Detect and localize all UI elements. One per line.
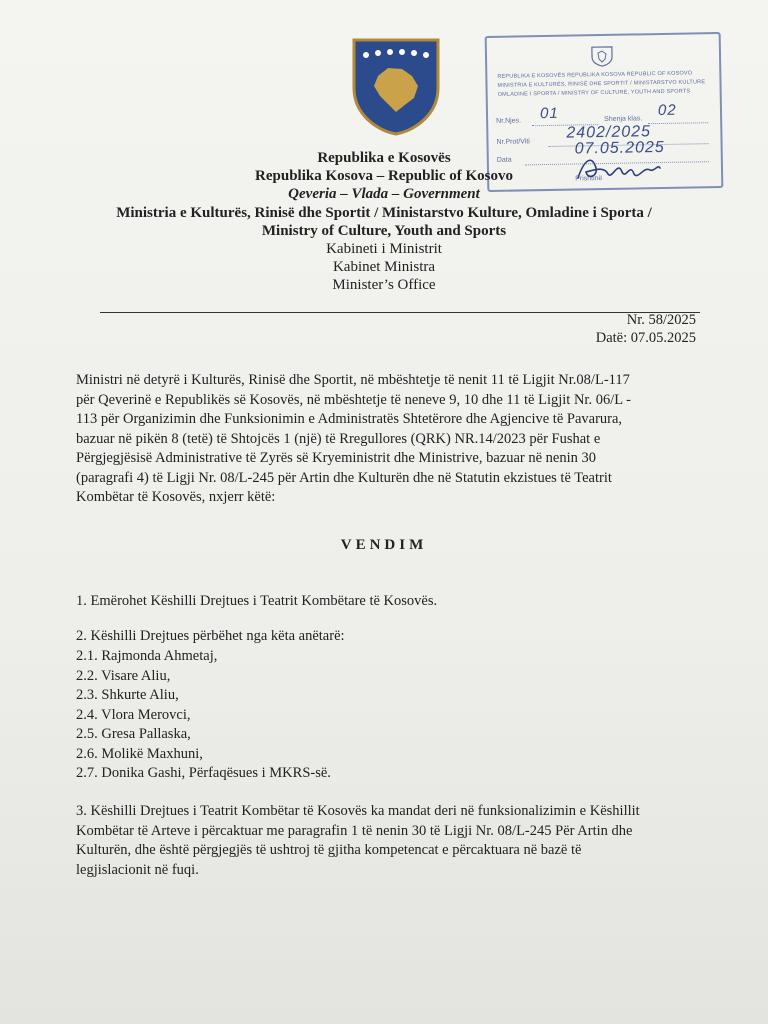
stamp-value-data: 07.05.2025 (574, 138, 665, 158)
member-item: 2.5. Gresa Pallaska, (76, 726, 191, 742)
item-3-line: 3. Këshilli Drejtues i Teatrit Kombëtar të Kosovës ka mandat deri në funksionalizimin e Këshillit (76, 803, 640, 819)
stamp-label-njes: Nr.Njes. (496, 117, 522, 125)
item-1: 1. Emërohet Këshilli Drejtues i Teatrit Kombëtare të Kosovës. (76, 593, 438, 609)
member-item: 2.7. Donika Gashi, Përfaqësues i MKRS-së. (76, 765, 331, 781)
decision-title: VENDIM (340, 537, 428, 553)
document-number: Nr. 58/2025 (626, 312, 696, 328)
preamble-line: Kombëtar të Kosovës, nxjerr këtë: (76, 489, 276, 505)
header-office-sr: Kabinet Ministra (332, 259, 436, 275)
stamp-value-prot: 2402/2025 (566, 123, 652, 142)
member-item: 2.6. Molikë Maxhuni, (76, 746, 203, 762)
header-republic-sq: Republika e Kosovës (317, 150, 451, 166)
document-date: Datë: 07.05.2025 (595, 330, 696, 346)
item-3 (76, 802, 696, 880)
header-divider (100, 312, 700, 313)
stamp-line-1: REPUBLIKA E KOSOVËS REPUBLIKA KOSOVA REPUBLIC OF KOSOVO (497, 70, 693, 80)
stamp-crest-icon (590, 45, 614, 67)
preamble (76, 371, 696, 508)
header-office-en: Minister’s Office (332, 277, 436, 293)
item-2: 2. Këshilli Drejtues përbëhet nga këta anëtarë: (76, 628, 345, 644)
header-office-sq: Kabineti i Ministrit (326, 241, 442, 257)
item-3-line: Kulturën, dhe është përgjegjës të ushtroj të gjitha kompetencat e përcaktuara në bazë të (76, 842, 582, 858)
member-item: 2.4. Vlora Merovci, (76, 707, 191, 723)
stamp-label-data: Data (496, 156, 512, 164)
preamble-line: Ministri në detyrë i Kulturës, Rinisë dhe Sportit, në mbështetje të nenit 11 të Ligjit Nr.08/L-117 (76, 372, 630, 388)
stamp-label-prot: Nr.Prot/Viti (496, 138, 530, 146)
header-ministry-line-1: Ministria e Kulturës, Rinisë dhe Sportit / Ministarstvo Kulture, Omladine i Sporta / (116, 205, 652, 221)
header-republic-sr-en: Republika Kosova – Republic of Kosovo (255, 168, 513, 184)
item-3-line: Kombëtar të Arteve i përcaktuar me paragrafin 1 të nenin 30 të Ligji Nr. 08/L-245 Për Artin dhe (76, 822, 633, 839)
member-item: 2.3. Shkurte Aliu, (76, 687, 179, 703)
stamp-label-place: Prishtinë (575, 175, 603, 183)
member-item: 2.2. Visare Aliu, (76, 668, 171, 684)
header-ministry-line-2: Ministry of Culture, Youth and Sports (261, 223, 507, 239)
member-item: 2.1. Rajmonda Ahmetaj, (76, 648, 218, 664)
stamp-value-njes: 01 (539, 104, 559, 123)
item-3-line: legjislacionit në fuqi. (76, 861, 199, 878)
preamble-line: Përgjegjësisë Administrative të Zyrës së Kryeministrit dhe Ministrive, bazuar në nenin 30 (76, 450, 597, 466)
preamble-line: bazuar në pikën 8 (tetë) të Shtojcës 1 (një) të Rregullores (QRK) NR.14/2023 për Fushat e (76, 430, 601, 447)
stamp-line-3: OMLADINE I SPORTA / MINISTRY OF CULTURE, YOUTH AND SPORTS (497, 88, 691, 98)
preamble-line: për Qeverinë e Republikës së Kosovës, në mbështetje të neneve 9, 10 dhe 11 të Ligjit Nr. 06/L - (76, 391, 632, 408)
stamp-label-shenja: Shenja klas. (604, 115, 643, 123)
stamp-value-shenja: 02 (657, 101, 677, 120)
preamble-line: (paragrafi 4) të Ligji Nr. 08/L-245 për Artin dhe Kulturën dhe në Statutin ekzistues të Teatrit (76, 469, 612, 486)
kosovo-coat-of-arms-icon (352, 38, 440, 136)
header-government: Qeveria – Vlada – Government (288, 186, 480, 202)
stamp-line-2: MINISTRIA E KULTURËS, RINISË DHE SPORTIT / MINISTARSTVO KULTURE (497, 79, 706, 89)
preamble-line: 113 për Organizimin dhe Funksionimin e Administratës Shtetërore dhe Agjencive të Pavarura, (76, 411, 623, 427)
